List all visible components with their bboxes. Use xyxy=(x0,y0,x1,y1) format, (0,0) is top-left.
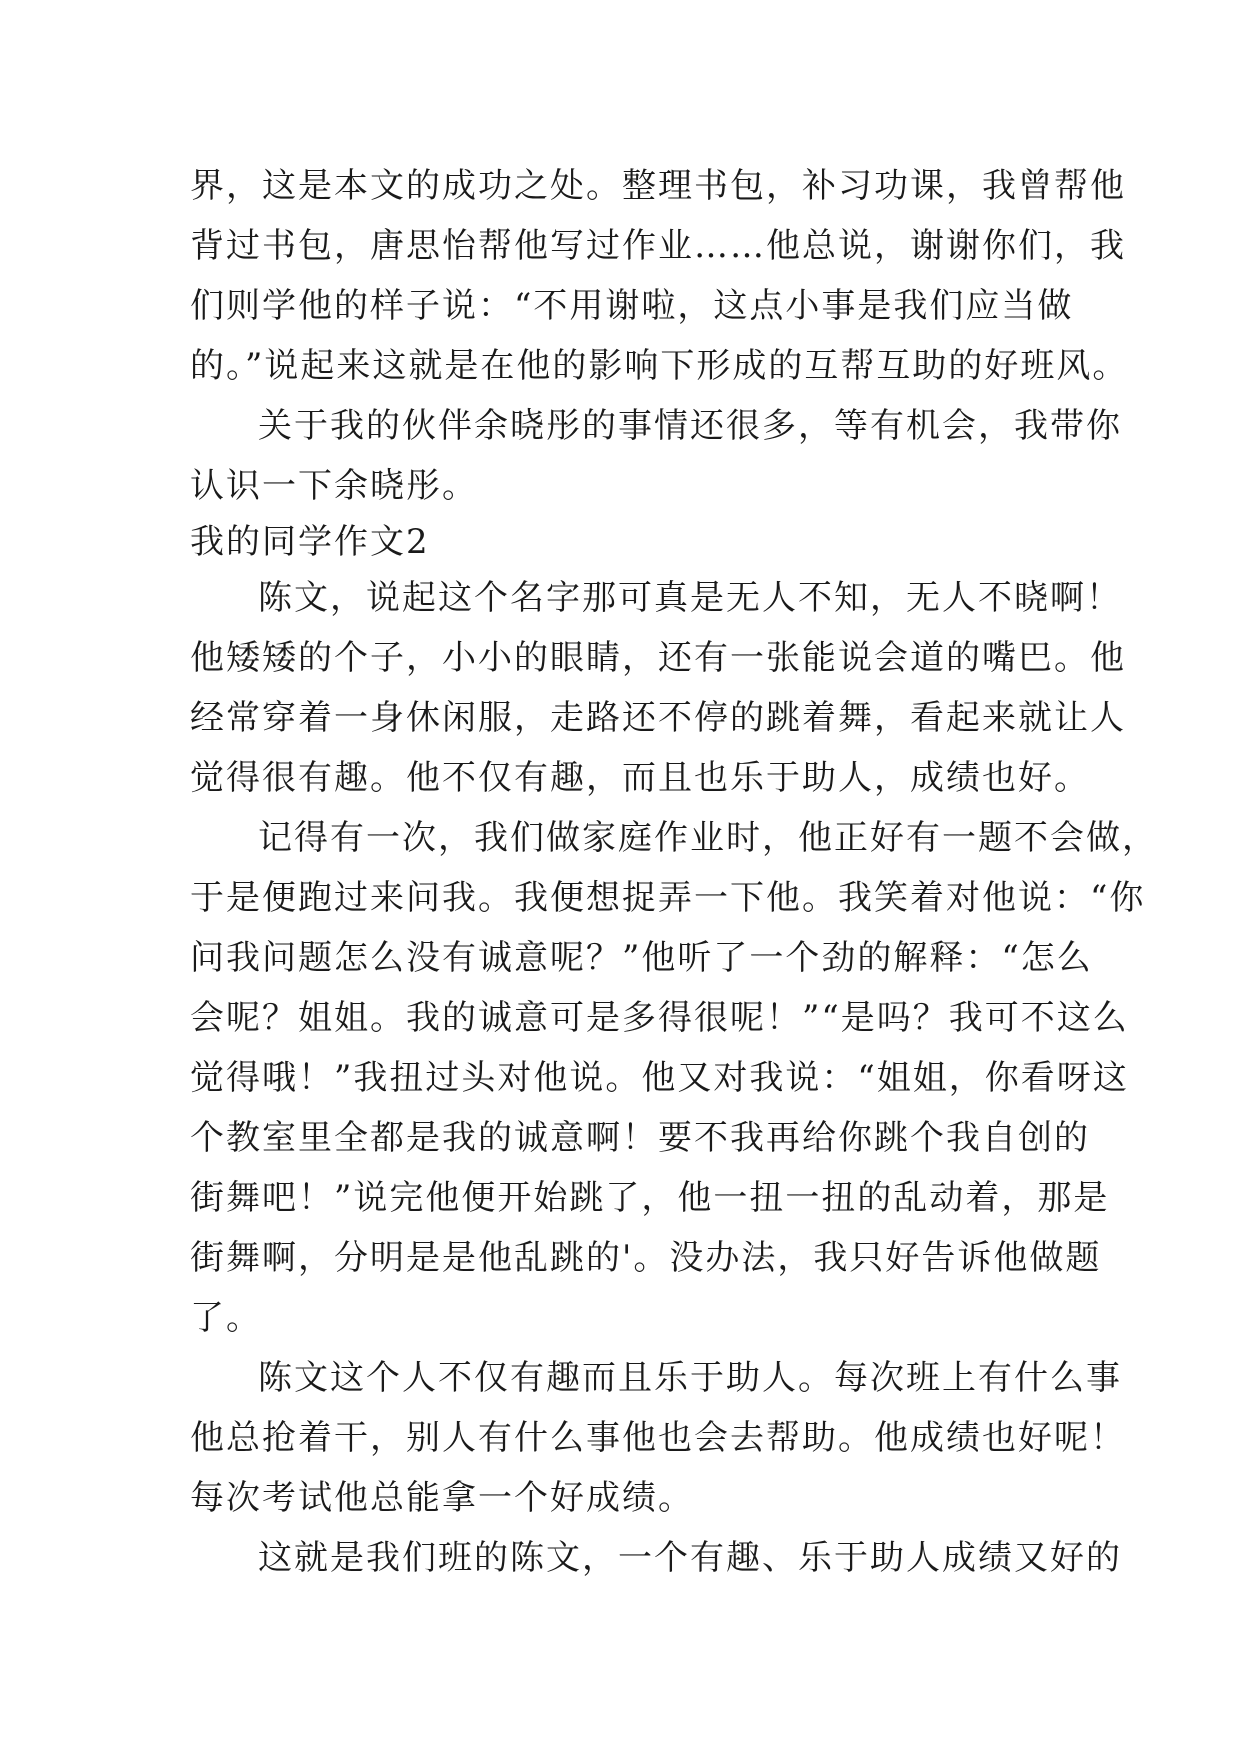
text-line: 个教室里全都是我的诚意啊！要不我再给你跳个我自创的 xyxy=(190,1118,1090,1158)
text-line: 经常穿着一身休闲服，走路还不停的跳着舞，看起来就让人 xyxy=(190,698,1126,738)
text-line: 关于我的伙伴余晓彤的事情还很多，等有机会，我带你 xyxy=(258,406,1122,446)
text-line: 陈文，说起这个名字那可真是无人不知，无人不晓啊！ xyxy=(258,578,1122,618)
text-line: 会呢？姐姐。我的诚意可是多得很呢！”“是吗？我可不这么 xyxy=(190,998,1129,1038)
text-line: 于是便跑过来问我。我便想捉弄一下他。我笑着对他说：“你 xyxy=(190,878,1146,918)
text-line: 这就是我们班的陈文，一个有趣、乐于助人成绩又好的 xyxy=(258,1538,1122,1578)
text-line: 认识一下余晓彤。 xyxy=(190,466,478,506)
text-line: 背过书包，唐思怡帮他写过作业……他总说，谢谢你们，我 xyxy=(190,226,1126,266)
text-line: 觉得哦！”我扭过头对他说。他又对我说：“姐姐，你看呀这 xyxy=(190,1058,1129,1098)
text-line: 街舞啊，分明是是他乱跳的'。没办法，我只好告诉他做题 xyxy=(190,1238,1102,1278)
text-line: 街舞吧！”说完他便开始跳了，他一扭一扭的乱动着，那是 xyxy=(190,1178,1110,1218)
text-line: 界，这是本文的成功之处。整理书包，补习功课，我曾帮他 xyxy=(190,166,1126,206)
text-line: 记得有一次，我们做家庭作业时，他正好有一题不会做， xyxy=(258,818,1158,858)
text-line: 们则学他的样子说：“不用谢啦，这点小事是我们应当做 xyxy=(190,286,1074,326)
text-line: 每次考试他总能拿一个好成绩。 xyxy=(190,1478,694,1518)
text-line: 他矮矮的个子，小小的眼睛，还有一张能说会道的嘴巴。他 xyxy=(190,638,1126,678)
text-line: 了。 xyxy=(190,1298,262,1338)
text-line: 觉得很有趣。他不仅有趣，而且也乐于助人，成绩也好。 xyxy=(190,758,1090,798)
text-line: 他总抢着干，别人有什么事他也会去帮助。他成绩也好呢！ xyxy=(190,1418,1126,1458)
text-line: 问我问题怎么没有诚意呢？”他听了一个劲的解释：“怎么 xyxy=(190,938,1093,978)
text-line: 陈文这个人不仅有趣而且乐于助人。每次班上有什么事 xyxy=(258,1358,1122,1398)
text-line: 的。”说起来这就是在他的影响下形成的互帮互助的好班风。 xyxy=(190,346,1129,386)
section-heading: 我的同学作文2 xyxy=(190,522,430,562)
